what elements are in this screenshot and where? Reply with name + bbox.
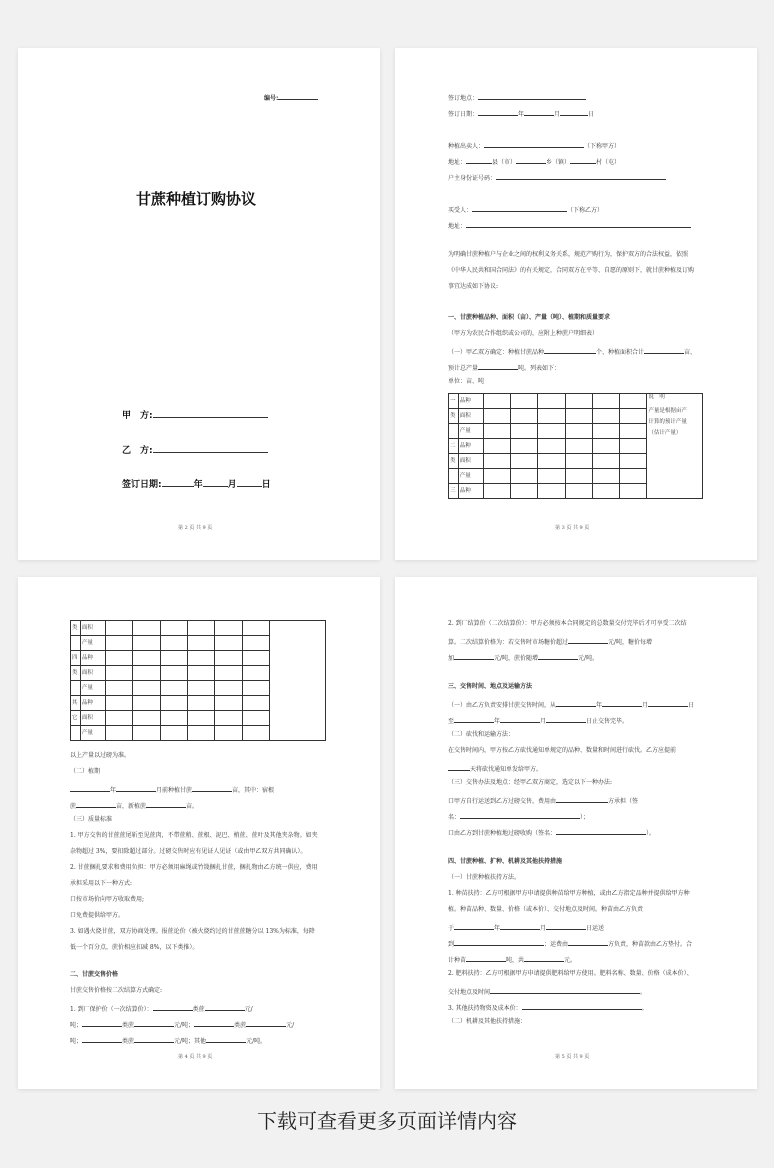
party-a-label: 甲 方: (122, 408, 268, 421)
page-footer: 第 2 页 共 9 页 (178, 525, 213, 531)
planting-table-continued: 类 面积 产量 四 品种 类 面积 产量 其 品种 它 面积 产量 (70, 620, 326, 741)
planting-table: 一 品种 说 明 产量是根据亩产 计算的预计产量 （估计产量） 类 面积 产量 二 品种 类 面积 产量 三 品种 (448, 393, 703, 499)
party-b-label: 乙 方: (122, 443, 268, 456)
section-4-title: 四、甘蔗种植、扩种、机耕及其他扶持措施 (448, 858, 563, 865)
download-caption: 下载可查看更多页面详情内容 (257, 1109, 517, 1133)
page-footer: 第 4 页 共 9 页 (178, 1054, 213, 1060)
section-1-title: 一、甘蔗种植品种、面积（亩）、产量（吨）、植期和质量要求 (448, 314, 611, 321)
sign-date-label: 签订日期: 年 月 日 (122, 480, 271, 490)
section-3-title: 三、交售时间、地点及运输方法 (448, 683, 533, 690)
page-footer: 第 5 页 共 9 页 (555, 1054, 590, 1060)
document-title: 甘蔗种植订购协议 (136, 190, 257, 208)
document-page-cover (18, 48, 380, 560)
contract-number-label: 编号: (264, 92, 318, 103)
document-page-3: 签订地点： 签订日期： 年 月 日 种植出卖人： （下称甲方） 地址： 县（市） 乡（镇） 村（屯） 户主身份证号码： 买受人： （下称乙方） 地址： 为明确甘蔗种植户与企业之间的权利义务关系，规范产购行为，保护双方的合法权益，依照 《中华人民共和国合同法》的有关规定，合同双方在平等、自愿的原则下，就甘蔗种植及订购 事宜达成如下协议: 一、甘蔗种植品种、面积（亩）、产量（吨）、植期和质量要求 （甲方为农民合作组织或公司的，应附上种蔗户明细表） （一）甲乙双方确定：种植甘蔗品种 个、种植面积合计 亩、 预计总产量 吨。列表如下： 单位：亩、吨 一 品种 说 明 产量是根据亩产 计算的预计产量 （估计产量） 类 面积 产量 二 品种 类 面积 产量 三 品种 第 3 页 共 9 页 (395, 48, 757, 560)
section-2-title: 二、甘蔗交售价格 (70, 971, 119, 978)
page-footer: 第 3 页 共 9 页 (555, 525, 590, 531)
table-note: 说 明 产量是根据亩产 计算的预计产量 （估计产量） (647, 394, 703, 499)
document-page-5: 2. 到厂结算价（二次结算价）：甲方必须按本合同规定的总数量交付完毕后才可享受二次结 算。二次结算价格为：若交售时市场糖价超过 元/吨，糖价每增 加 元/吨，蔗价随增 元/吨。 三、交售时间、地点及运输方法 （一）由乙方负责安排甘蔗交售时间，从 年 月 日 至 年 月 日止交售完毕。 （二）砍伐和运输方法： 在交售时间内，甲方按乙方砍伐通知单规定的品种、数量和时间进行砍伐。乙方应提前 天将砍伐通知单发给甲方。 （三）交售办法及地点：经甲乙双方商定，选定以下一种办法: 口甲方自行运送到乙方过磅交售，费用由 方承担（签 名： ）； 口由乙方到甘蔗种植地过磅收购（签名： ）。 四、甘蔗种植、扩种、机耕及其他扶持措施 （一）甘蔗种植扶持方法。 1. 种苗扶持：乙方可根据甲方申请提供种苗给甲方种植，或由乙方指定品种并提供给甲方种 植。种苗品种、数量、价格（或本价）、交付地点及时间。种苗由乙方负责 于 年 月 日运送 到 ；运费由 方负责，种苗款由乙方垫付。合 计种苗 吨，共 元。 2. 肥料扶持：乙方可根据甲方申请提供肥料给甲方使用。肥料名称、数量、价格（成本价）、 交付地点及时间 。 3. 其他扶持物资及成本价： 。 （二）机耕及其他扶持措施： 第 5 页 共 9 页 (395, 577, 757, 1089)
document-page-4: 类 面积 产量 四 品种 类 面积 产量 其 品种 它 面积 产量 以上产量以过磅为准。 （二）植期 年 月前种植甘蔗 亩，其中：宿根 蔗 亩，新植蔗 亩。 （三）质量标准 1. 甲方交售的甘蔗蔗尾斩至见蔗肉，不带蔗稍、蔗根、泥巴、梢蔗、蔗叶及其他夹杂物。如夹 杂物超过 3%，要扣除超过部分。过磅交售时应有见证人见证（或由甲乙双方共同确认）。 2. 甘蔗捆扎要求和费用负担：甲方必须用麻绳或竹篾捆扎甘蔗，捆扎物由乙方统一供应，费用 承担采用以下一种方式: 口按市场价向甲方收取费用; 口免费提供给甲方。 3. 如遇火烧甘蔗，双方协商处理。报蔗论价（被火烧约过的甘蔗蔗糖分以 13%为标准，每降 低一个百分点，蔗价相应扣减 8%，以下类推）。 二、甘蔗交售价格 甘蔗交售价格按二次结算方式确定: 1. 到厂保护价（一次结算价）： 类蔗 元/ 吨； 类蔗 元/吨； 类蔗 元/ 吨； 类蔗 元/吨；其他 元/吨。 第 4 页 共 9 页 (18, 577, 380, 1089)
